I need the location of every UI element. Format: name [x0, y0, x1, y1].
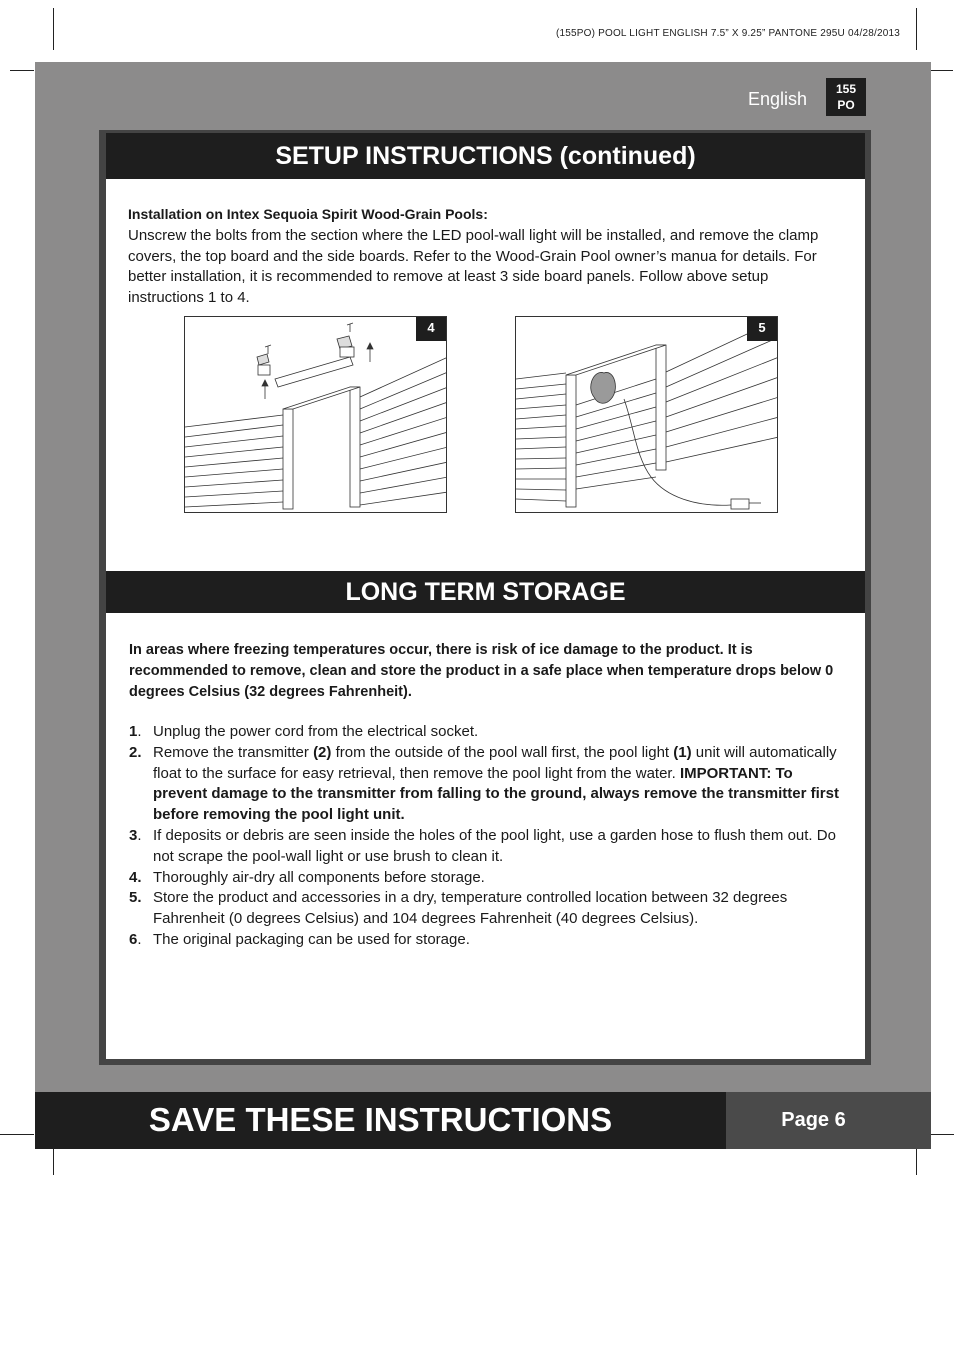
step-text: Unplug the power cord from the electrical socket. [153, 723, 479, 740]
crop-mark [0, 1134, 34, 1135]
list-item [129, 888, 841, 930]
step-text: If deposits or debris are seen inside the holes of the pool light, use a garden hose to flush them out. Do not scrape the pool-wall light or use brush to clean it. [153, 826, 836, 865]
setup-intro [128, 204, 840, 309]
freeze-warning: In areas where freezing temperatures occur, there is risk of ice damage to the product. It is recommended to remove, clean and store the product in a safe place when temperature drops below 0 degrees Celsius (32 degrees Fahrenheit). [129, 642, 834, 700]
crop-mark [916, 1149, 917, 1175]
setup-section-title: SETUP INSTRUCTIONS (continued) [106, 133, 865, 179]
crop-mark [53, 8, 54, 50]
badge-line2: PO [837, 98, 855, 112]
language-label: English [748, 89, 808, 109]
step-number: 4. [129, 868, 142, 886]
crop-mark [931, 70, 953, 71]
step-text: Remove the transmitter (2) from the outside of the pool wall first, the pool light (1) unit will automatically float to the surface for easy retrieval, then remove the pool light from the water. IMPORTANT: To prevent damage to the transmitter from falling to the ground, always remove the transmitter first before removing the pool light unit. [153, 743, 839, 824]
list-item [129, 826, 841, 868]
figure-4-number: 4 [416, 317, 446, 341]
step-number: 6. [129, 930, 142, 948]
print-spec-note: (155PO) POOL LIGHT ENGLISH 7.5” X 9.25” PANTONE 295U 04/28/2013 [555, 28, 900, 39]
storage-steps [129, 722, 841, 951]
crop-mark [53, 1149, 54, 1175]
step-number: 3. [129, 826, 142, 844]
step-number: 2. [129, 743, 142, 761]
figure-5 [515, 316, 778, 513]
list-item [129, 868, 841, 889]
figure-5-number: 5 [747, 317, 777, 341]
figure-4-illustration [185, 317, 447, 513]
step-text: Thoroughly air-dry all components before storage. [153, 868, 485, 886]
list-item [129, 743, 841, 826]
list-item [129, 930, 841, 951]
step-text: Store the product and accessories in a dry, temperature controlled location between 32 degrees Fahrenheit (0 degrees Celsius) and 104 degrees Fahrenheit (40 degrees Celsius). [153, 889, 788, 928]
figure-5-illustration [516, 317, 778, 513]
setup-body: Unscrew the bolts from the section where the LED pool-wall light will be installed, and remove the clamp covers, the top board and the side boards. Refer to the Wood-Grain Pool owner’s manua for details. For better installation, it is recommended to remove at least 3 side board panels. Follow above setup instructions 1 to 4. [128, 226, 819, 307]
crop-mark [916, 8, 917, 50]
storage-section-title: LONG TERM STORAGE [106, 571, 865, 613]
crop-mark [931, 1134, 954, 1135]
figure-4 [184, 316, 447, 513]
step-number: 1. [129, 723, 142, 740]
page-number: Page 6 [726, 1092, 931, 1149]
crop-mark [10, 70, 34, 71]
model-badge [826, 78, 866, 116]
footer-title: SAVE THESE INSTRUCTIONS [148, 1101, 613, 1138]
list-item [129, 722, 841, 743]
step-number: 5. [129, 889, 142, 907]
step-text: The original packaging can be used for storage. [153, 930, 470, 948]
setup-subtitle: Installation on Intex Sequoia Spirit Wood-Grain Pools: [128, 206, 488, 222]
important-note: IMPORTANT: To prevent damage to the transmitter from falling to the ground, always remove the transmitter first before removing the pool light unit. [153, 764, 839, 824]
badge-line1: 155 [835, 82, 857, 96]
